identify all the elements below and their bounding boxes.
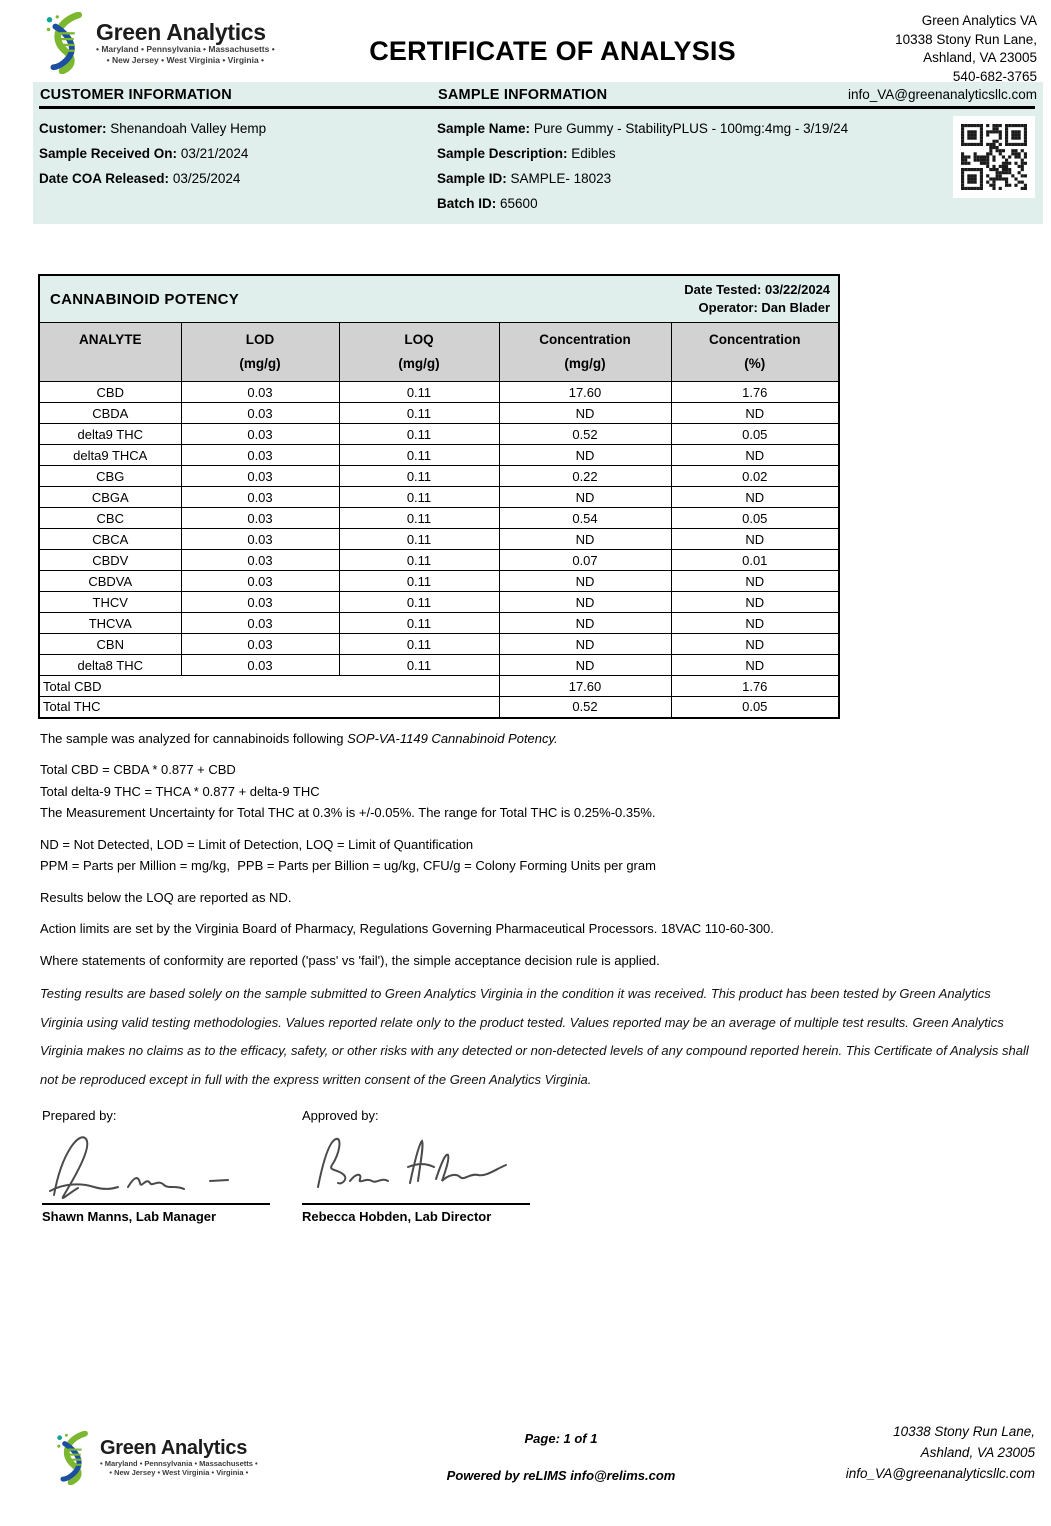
qr-code-icon [961, 124, 1027, 190]
table-cell: 0.11 [339, 445, 499, 466]
table-cell: 0.11 [339, 529, 499, 550]
formula-total-thc: Total delta-9 THC = THCA * 0.877 + delta-9 THC [40, 783, 320, 799]
dna-leaf-logo-icon [44, 12, 88, 74]
signatures-section [42, 1108, 1051, 1224]
table-cell: ND [499, 487, 671, 508]
disclaimer-paragraph: Testing results are based solely on the sample submitted to Green Analytics Virginia in the condition it was received. This product has been tested by Green Analytics Virginia using valid testing methodologies. Values reported relate only to the product tested. Values reported may be an average of multiple test results. Green Analytics Virginia makes no claims as to the efficacy, safety, or other risks with any detected or non-detected levels of any compound reported herein. This Certificate of Analysis shall not be reproduced except in full with the express written consent of the Green Analytics Virginia. [40, 986, 1029, 1087]
column-header-lod: LOD (mg/g) [181, 323, 339, 382]
table-row [39, 634, 839, 655]
table-cell: ND [499, 655, 671, 676]
table-cell: 0.11 [339, 634, 499, 655]
table-cell: ND [671, 592, 839, 613]
table-cell: 0.03 [181, 634, 339, 655]
table-cell: 0.02 [671, 466, 839, 487]
table-header-row [39, 323, 839, 382]
table-cell: 1.76 [671, 382, 839, 403]
table-cell: ND [671, 613, 839, 634]
info-band [33, 82, 1043, 224]
table-cell: 0.11 [339, 592, 499, 613]
column-header-conc-mg: Concentration (mg/g) [499, 323, 671, 382]
table-cell: 0.03 [181, 592, 339, 613]
sample-information-heading: SAMPLE INFORMATION [437, 85, 1035, 109]
contact-line: 10338 Stony Run Lane, [895, 31, 1037, 47]
table-cell: ND [671, 487, 839, 508]
uncertainty-note: The Measurement Uncertainty for Total THC at 0.3% is +/-0.05%. The range for Total THC is 0.25%-0.35%. [40, 805, 656, 820]
sample-id-field: Sample ID: SAMPLE- 18023 [437, 171, 612, 186]
table-cell: 0.05 [671, 508, 839, 529]
notes-section [40, 728, 1037, 972]
abbreviations-line1: ND = Not Detected, LOD = Limit of Detection, LOQ = Limit of Quantification [40, 836, 474, 852]
table-row [39, 445, 839, 466]
table-cell: ND [499, 613, 671, 634]
table-cell: ND [499, 592, 671, 613]
table-cell: CBG [39, 466, 181, 487]
coa-released-field: Date COA Released: 03/25/2024 [39, 171, 241, 186]
column-header-conc-pct: Concentration (%) [671, 323, 839, 382]
table-cell: 0.03 [181, 529, 339, 550]
company-logo [44, 12, 336, 74]
footer-logo [55, 1431, 355, 1485]
table-cell: ND [671, 634, 839, 655]
table-cell: THCVA [39, 613, 181, 634]
table-cell: 0.03 [181, 550, 339, 571]
table-cell: 0.01 [671, 550, 839, 571]
sample-description-field: Sample Description: Edibles [437, 146, 616, 161]
table-row [39, 424, 839, 445]
customer-information-section [39, 85, 437, 216]
table-cell: 0.11 [339, 508, 499, 529]
table-cell: 0.03 [181, 508, 339, 529]
action-limits-note: Action limits are set by the Virginia Board of Pharmacy, Regulations Governing Pharmaceutical Processors. 18VAC 110-60-300. [40, 921, 774, 936]
table-cell: 0.52 [499, 424, 671, 445]
table-cell: 0.03 [181, 403, 339, 424]
table-cell: ND [671, 571, 839, 592]
footer-address-line: Ashland, VA 23005 [920, 1445, 1035, 1460]
conformity-note: Where statements of conformity are reported ('pass' vs 'fail'), the simple acceptance decision rule is applied. [40, 952, 660, 968]
table-cell: 17.60 [499, 382, 671, 403]
table-cell: 0.11 [339, 403, 499, 424]
customer-field: Customer: Shenandoah Valley Hemp [39, 121, 267, 136]
table-row [39, 382, 839, 403]
prepared-by-block [42, 1108, 270, 1224]
table-meta [684, 281, 830, 317]
qr-code [953, 116, 1035, 198]
table-cell: CBDVA [39, 571, 181, 592]
table-cell: 0.03 [181, 613, 339, 634]
footer-address-line: 10338 Stony Run Lane, [893, 1424, 1035, 1439]
table-cell: 0.03 [181, 466, 339, 487]
table-cell: 0.03 [181, 424, 339, 445]
table-cell: ND [499, 571, 671, 592]
approved-by-label: Approved by: [302, 1108, 379, 1123]
table-cell: 0.11 [339, 655, 499, 676]
customer-information-heading: CUSTOMER INFORMATION [39, 85, 437, 109]
page-title: CERTIFICATE OF ANALYSIS [369, 36, 736, 66]
table-cell: CBGA [39, 487, 181, 508]
company-states-line2: • New Jersey • West Virginia • Virginia • [106, 54, 265, 65]
column-header-loq: LOQ (mg/g) [339, 323, 499, 382]
table-cell: delta9 THCA [39, 445, 181, 466]
approved-by-block [302, 1108, 530, 1224]
formula-total-cbd: Total CBD = CBDA * 0.877 + CBD [40, 762, 236, 777]
table-cell: 0.07 [499, 550, 671, 571]
table-cell: CBDV [39, 550, 181, 571]
table-row [39, 403, 839, 424]
company-name: Green Analytics [100, 1437, 248, 1459]
table-cell: ND [499, 445, 671, 466]
sample-name-field: Sample Name: Pure Gummy - StabilityPLUS - 100mg:4mg - 3/19/24 [437, 121, 849, 136]
table-cell: 0.54 [499, 508, 671, 529]
table-row [39, 508, 839, 529]
table-cell: 0.03 [181, 655, 339, 676]
table-cell: 0.11 [339, 487, 499, 508]
total-thc-row: Total THC 0.52 0.05 [39, 697, 839, 718]
prepared-by-name: Shawn Manns, Lab Manager [42, 1209, 217, 1224]
table-row [39, 613, 839, 634]
table-cell: ND [499, 634, 671, 655]
approved-signature [302, 1125, 530, 1203]
table-cell: ND [671, 403, 839, 424]
table-cell: ND [499, 529, 671, 550]
table-cell: CBCA [39, 529, 181, 550]
company-states-line2: • New Jersey • West Virginia • Virginia • [109, 1468, 249, 1477]
contact-line: info_VA@greenanalyticsllc.com [847, 87, 1037, 102]
table-cell: 0.11 [339, 382, 499, 403]
table-cell: CBDA [39, 403, 181, 424]
table-cell: THCV [39, 592, 181, 613]
table-row [39, 487, 839, 508]
abbreviations-line2: PPM = Parts per Million = mg/kg, PPB = Parts per Billion = ug/kg, CFU/g = Colony Forming Units per gram [40, 858, 656, 873]
company-states-line1: • Maryland • Pennsylvania • Massachusetts • [96, 44, 275, 54]
table-row [39, 529, 839, 550]
table-cell: CBN [39, 634, 181, 655]
table-cell: 0.03 [181, 571, 339, 592]
contact-line: 540-682-3765 [952, 68, 1037, 84]
table-row [39, 550, 839, 571]
batch-id-field: Batch ID: 65600 [437, 196, 538, 211]
table-cell: 0.11 [339, 424, 499, 445]
table-title: CANNABINOID POTENCY [50, 290, 240, 308]
footer-center [355, 1431, 767, 1483]
dna-leaf-logo-icon [55, 1431, 93, 1485]
footer-address [767, 1421, 1035, 1484]
contact-line: Ashland, VA 23005 [923, 50, 1037, 65]
operator: Operator: Dan Blader [698, 300, 831, 315]
page-number: Page: 1 of 1 [524, 1431, 598, 1446]
table-cell: 0.05 [671, 424, 839, 445]
table-cell: CBD [39, 382, 181, 403]
table-cell: 0.03 [181, 487, 339, 508]
date-tested: Date Tested: 03/22/2024 [684, 282, 831, 297]
table-cell: 0.11 [339, 613, 499, 634]
table-cell: CBC [39, 508, 181, 529]
table-cell: 0.11 [339, 571, 499, 592]
table-row [39, 655, 839, 676]
total-cbd-row: Total CBD 17.60 1.76 [39, 676, 839, 697]
table-cell: ND [671, 445, 839, 466]
table-cell: ND [671, 529, 839, 550]
approved-by-name: Rebecca Hobden, Lab Director [302, 1209, 492, 1224]
prepared-by-label: Prepared by: [42, 1108, 117, 1123]
table-cell: delta9 THC [39, 424, 181, 445]
sample-received-field: Sample Received On: 03/21/2024 [39, 146, 249, 161]
powered-by: Powered by reLIMS info@relims.com [446, 1468, 676, 1483]
table-row [39, 571, 839, 592]
table-cell: ND [671, 655, 839, 676]
method-note: The sample was analyzed for cannabinoids following SOP-VA-1149 Cannabinoid Potency. [40, 730, 558, 746]
footer [0, 1415, 1051, 1485]
table-cell: delta8 THC [39, 655, 181, 676]
prepared-signature [42, 1125, 270, 1203]
table-cell: 0.03 [181, 445, 339, 466]
column-header-analyte: ANALYTE [39, 323, 181, 382]
table-cell: 0.11 [339, 466, 499, 487]
table-row [39, 592, 839, 613]
table-row [39, 466, 839, 487]
contact-line: Green Analytics VA [921, 13, 1037, 28]
company-name: Green Analytics [96, 19, 266, 45]
footer-address-line: info_VA@greenanalyticsllc.com [845, 1466, 1035, 1481]
sample-information-section [437, 85, 1035, 216]
cannabinoid-potency-table [38, 274, 840, 719]
loq-note: Results below the LOQ are reported as ND. [40, 889, 292, 905]
company-states-line1: • Maryland • Pennsylvania • Massachusetts • [100, 1459, 258, 1468]
table-cell: ND [499, 403, 671, 424]
table-cell: 0.11 [339, 550, 499, 571]
table-cell: 0.22 [499, 466, 671, 487]
table-cell: 0.03 [181, 382, 339, 403]
